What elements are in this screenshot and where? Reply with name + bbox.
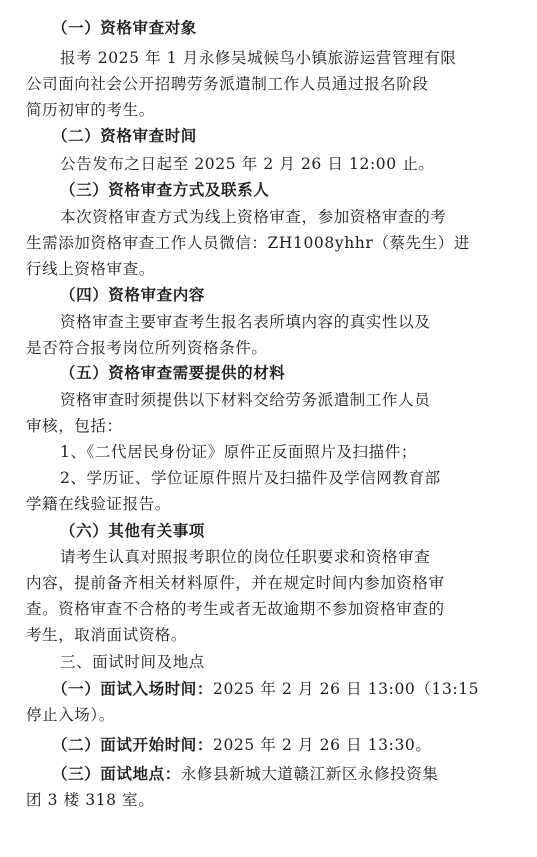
paragraph-line: 简历初审的考生。 <box>26 101 155 119</box>
paragraph-line: 生需添加资格审查工作人员微信：ZH1008yhhr（蔡先生）进 <box>26 234 470 252</box>
interview-item-label: （二）面试开始时间： <box>52 735 214 754</box>
paragraph-line: 是否符合报考岗位所列资格条件。 <box>26 339 268 357</box>
interview-item-entry-time <box>52 679 479 699</box>
interview-item-continuation: 团 3 楼 318 室。 <box>26 791 155 809</box>
section-heading-eligibility-target: （一）资格审查对象 <box>52 18 197 37</box>
paragraph-line: 报考 2025 年 1 月永修吴城候鸟小镇旅游运营管理有限 <box>60 49 457 67</box>
section-heading-review-content: （四）资格审查内容 <box>60 285 205 304</box>
section-heading-review-method: （三）资格审查方式及联系人 <box>60 180 270 199</box>
paragraph-line: 查。资格审查不合格的考生或者无故逾期不参加资格审查的 <box>26 600 445 618</box>
paragraph-line: 公司面向社会公开招聘劳务派遣制工作人员通过报名阶段 <box>26 75 429 93</box>
interview-item-value: 永修县新城大道赣江新区永修投资集 <box>180 765 439 783</box>
interview-item-location <box>52 764 438 784</box>
paragraph-line: 学籍在线验证报告。 <box>26 495 171 513</box>
paragraph-line: 内容，提前备齐相关材料原件，并在规定时间内参加资格审 <box>26 574 445 592</box>
interview-item-start-time <box>52 735 431 755</box>
paragraph-line: 行线上资格审查。 <box>26 260 155 278</box>
paragraph-line: 资格审查主要审查考生报名表所填内容的真实性以及 <box>60 313 431 331</box>
paragraph-line: 本次资格审查方式为线上资格审查，参加资格审查的考 <box>60 208 447 226</box>
paragraph-line: 考生，取消面试资格。 <box>26 626 188 644</box>
interview-item-label: （三）面试地点： <box>52 764 181 783</box>
paragraph-line: 资格审查时须提供以下材料交给劳务派遣制工作人员 <box>60 391 431 409</box>
list-item: 1、《二代居民身份证》原件正反面照片及扫描件； <box>60 443 417 461</box>
list-item: 2、学历证、学位证原件照片及扫描件及学信网教育部 <box>60 469 441 487</box>
paragraph-line: 审核，包括： <box>26 417 123 435</box>
section-heading-review-time: （二）资格审查时间 <box>52 126 197 145</box>
part-heading-interview-time-place: 三、面试时间及地点 <box>60 653 205 671</box>
interview-item-label: （一）面试入场时间： <box>52 679 214 698</box>
section-heading-required-materials: （五）资格审查需要提供的材料 <box>60 363 286 382</box>
interview-item-value: 2025 年 2 月 26 日 13:00（13:15 <box>213 680 480 698</box>
interview-item-continuation: 停止入场）。 <box>26 706 115 724</box>
paragraph-line: 公告发布之日起至 2025 年 2 月 26 日 12:00 止。 <box>60 155 435 173</box>
interview-item-value: 2025 年 2 月 26 日 13:30。 <box>213 736 432 754</box>
section-heading-other-matters: （六）其他有关事项 <box>60 521 205 540</box>
paragraph-line: 请考生认真对照报考职位的岗位任职要求和资格审查 <box>60 548 431 566</box>
